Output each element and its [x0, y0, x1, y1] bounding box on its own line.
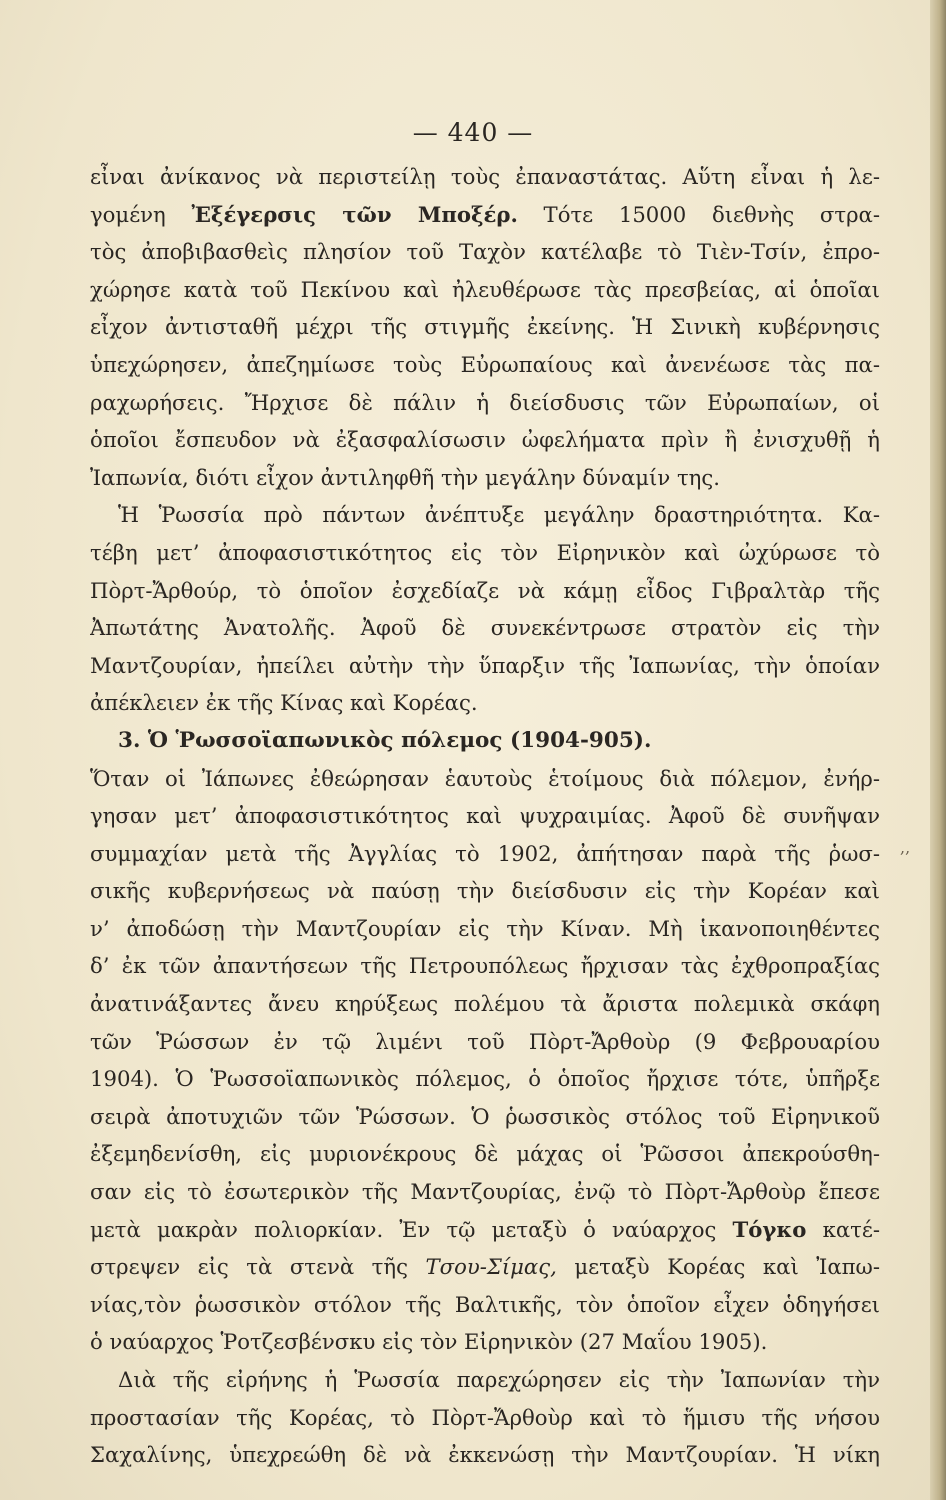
text-line: δ’ ἐκ τῶν ἀπαντήσεων τῆς Πετρουπόλεως ἤρχισαν τὰς ἐχθροπραξίας — [90, 953, 880, 979]
text-line: εἶναι ἀνίκανος νὰ περιστείλῃ τοὺς ἐπαναστάτας. Αὕτη εἶναι ἡ λε- — [90, 164, 880, 189]
section-heading: 3. Ὁ Ῥωσσοϊαπωνικὸς πόλεμος (1904-905). — [118, 727, 652, 753]
text-line: ὑπεχώρησεν, ἀπεζημίωσε τοὺς Εὐρωπαίους καὶ ἀνενέωσε τὰς πα- — [90, 351, 880, 377]
text-line: τέβη μετ’ ἀποφασιστικότητος εἰς τὸν Εἰρηνικὸν καὶ ὠχύρωσε τὸ — [90, 539, 880, 565]
margin-mark: ,, — [900, 838, 911, 857]
text-line: ἀπέκλειεν ἐκ τῆς Κίνας καὶ Κορέας. — [90, 690, 478, 716]
text-line: σικῆς κυβερνήσεως νὰ παύσῃ τὴν διείσδυσιν εἰς τὴν Κορέαν καὶ — [90, 878, 880, 904]
text-line: Σαχαλίνης, ὑπεχρεώθη δὲ νὰ ἐκκενώσῃ τὴν Μαντζουρίαν. Ἡ νίκη — [90, 1442, 880, 1468]
text-line: ὁ ναύαρχος Ῥοτζεσβένσκυ εἰς τὸν Εἰρηνικὸν (27 Μαΐου 1905). — [90, 1329, 768, 1355]
text-run: μεταξὺ Κορέας καὶ Ἰαπω- — [556, 1254, 880, 1280]
text-line: τῶν Ῥώσσων ἐν τῷ λιμένι τοῦ Πὸρτ-Ἄρθοὺρ (9 Φεβρουαρίου — [90, 1028, 880, 1054]
text-run: στρεψεν εἰς τὰ στενὰ τῆς — [90, 1254, 426, 1280]
text-run: γομένη — [90, 201, 192, 227]
text-line: χώρησε κατὰ τοῦ Πεκίνου καὶ ἠλευθέρωσε τὰς πρεσβείας, αἱ ὁποῖαι — [90, 276, 880, 302]
text-run: μετὰ μακρὰν πολιορκίαν. Ἐν τῷ μεταξὺ ὁ ναύαρχος — [90, 1216, 733, 1242]
text-line: προστασίαν τῆς Κορέας, τὸ Πὸρτ-Ἄρθοὺρ καὶ τὸ ἥμισυ τῆς νήσου — [90, 1404, 880, 1430]
text-line — [90, 1211, 880, 1249]
paragraph-start-line: Ἡ Ῥωσσία πρὸ πάντων ἀνέπτυξε μεγάλην δραστηριότητα. Κα- — [118, 502, 880, 528]
text-line: Πὸρτ-Ἄρθούρ, τὸ ὁποῖον ἐσχεδίαζε νὰ κάμῃ εἶδος Γιβραλτὰρ τῆς — [90, 577, 880, 603]
text-line: ἐξεμηδενίσθη, εἰς μυριονέκρους δὲ μάχας οἱ Ῥῶσσοι ἀπεκρούσθη- — [90, 1141, 880, 1167]
text-line: σαν εἰς τὸ ἐσωτερικὸν τῆς Μαντζουρίας, ἐνῷ τὸ Πὸρτ-Ἄρθοὺρ ἔπεσε — [90, 1179, 880, 1205]
text-line: 1904). Ὁ Ῥωσσοϊαπωνικὸς πόλεμος, ὁ ὁποῖος ἤρχισε τότε, ὑπῆρξε — [90, 1066, 880, 1092]
text-line: Ὅταν οἱ Ἰάπωνες ἐθεώρησαν ἑαυτοὺς ἑτοίμους διὰ πόλεμον, ἐνήρ- — [90, 765, 880, 791]
text-line: ὁποῖοι ἔσπευδον νὰ ἐξασφαλίσωσιν ὠφελήματα πρὶν ἢ ἐνισχυθῇ ἡ — [90, 427, 880, 453]
text-line: ἀνατινάξαντες ἄνευ κηρύξεως πολέμου τὰ ἄριστα πολεμικὰ σκάφη — [90, 991, 880, 1017]
text-line — [90, 1248, 880, 1286]
text-line: ραχωρήσεις. Ἤρχισε δὲ πάλιν ἡ διείσδυσις τῶν Εὐρωπαίων, οἱ — [90, 389, 880, 415]
body-text — [90, 158, 880, 1474]
section-term-boxer-rebellion: Ἐξέγερσις τῶν Μποξέρ. — [191, 201, 518, 227]
page-number: — 440 — — [412, 118, 534, 147]
text-line: Ἀπωτάτης Ἀνατολῆς. Ἀφοῦ δὲ συνεκέντρωσε στρατὸν εἰς τὴν — [90, 615, 880, 641]
text-line: Ἰαπωνία, διότι εἶχον ἀντιληφθῆ τὴν μεγάλην δύναμίν της. — [90, 464, 720, 490]
text-line: γησαν μετ’ ἀποφασιστικότητος καὶ ψυχραιμίας. Ἀφοῦ δὲ συνῆψαν — [90, 803, 880, 829]
paragraph-start-line: Διὰ τῆς εἰρήνης ἡ Ῥωσσία παρεχώρησεν εἰς τὴν Ἰαπωνίαν τὴν — [118, 1367, 880, 1392]
text-line: νίας,τὸν ῥωσσικὸν στόλον τῆς Βαλτικῆς, τὸν ὁποῖον εἶχεν ὁδηγήσει — [90, 1291, 880, 1317]
place-tsushima: Τσου-Σίμας, — [425, 1254, 557, 1280]
text-run: Τότε 15000 διεθνὴς στρα- — [517, 201, 880, 227]
text-line: εἶχον ἀντισταθῆ μέχρι τῆς στιγμῆς ἐκείνης. Ἡ Σινικὴ κυβέρνησις — [90, 314, 880, 340]
text-line: σειρὰ ἀποτυχιῶν τῶν Ῥώσσων. Ὁ ῥωσσικὸς στόλος τοῦ Εἰρηνικοῦ — [90, 1103, 880, 1129]
text-run: κατέ- — [806, 1216, 880, 1242]
text-line — [90, 196, 880, 234]
text-line: ν’ ἀποδώσῃ τὴν Μαντζουρίαν εἰς τὴν Κίναν. Μὴ ἱκανοποιηθέντες — [90, 915, 880, 941]
name-togo: Τόγκο — [732, 1216, 807, 1242]
text-line: τὸς ἀποβιβασθεὶς πλησίον τοῦ Ταχὸν κατέλαβε τὸ Τιὲν-Τσίν, ἐπρο- — [90, 239, 880, 265]
text-line: Μαντζουρίαν, ἠπείλει αὐτὴν τὴν ὕπαρξιν τῆς Ἰαπωνίας, τὴν ὁποίαν — [90, 652, 880, 678]
text-line: συμμαχίαν μετὰ τῆς Ἀγγλίας τὸ 1902, ἀπήτησαν παρὰ τῆς ῥωσ- — [90, 840, 880, 866]
book-binding-edge — [930, 0, 946, 1500]
